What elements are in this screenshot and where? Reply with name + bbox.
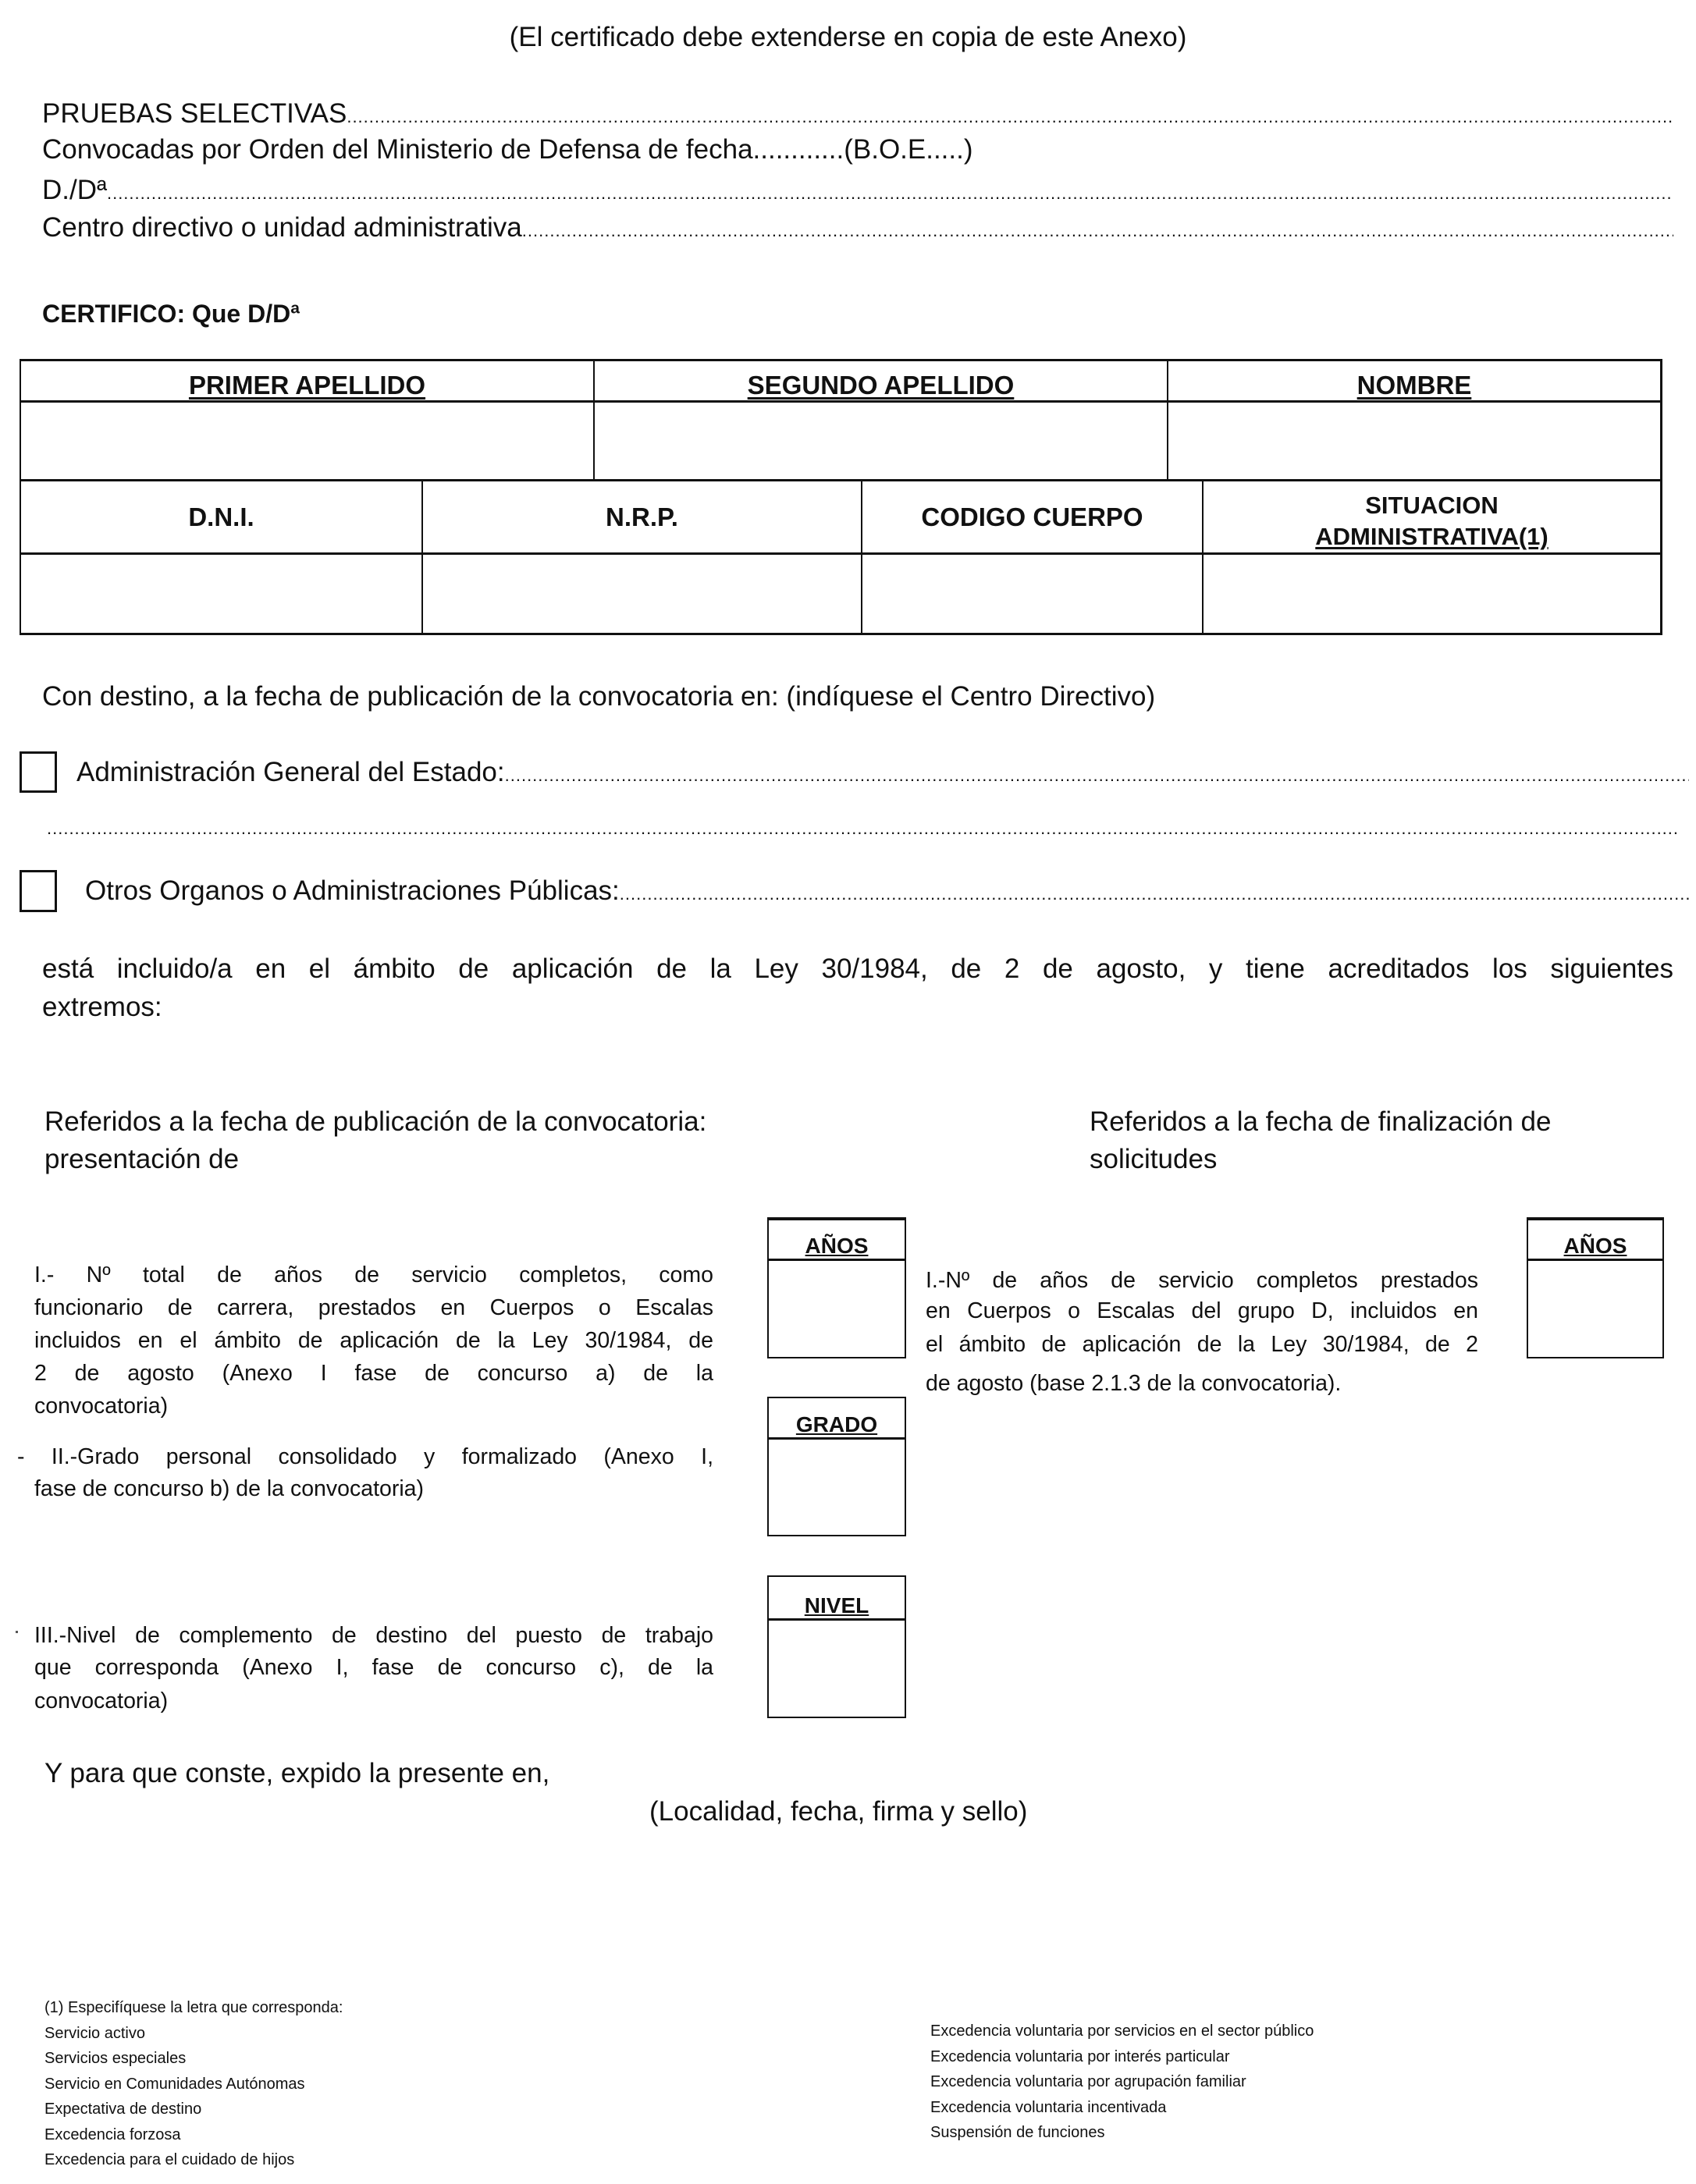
- box-label-text: NIVEL: [804, 1593, 869, 1618]
- grado-box[interactable]: [767, 1397, 906, 1536]
- footnote-line: Excedencia voluntaria por agrupación familiar: [930, 2073, 1246, 2090]
- footnote-right: [930, 2019, 1314, 2146]
- footnote-line: Servicio en Comunidades Autónomas: [44, 2075, 305, 2093]
- header-segundo-apellido: [595, 361, 1167, 400]
- anos-grupo-d-box-label: [1528, 1220, 1662, 1261]
- anos-box-label: [769, 1220, 905, 1261]
- administracion-general-continuation[interactable]: [47, 810, 1678, 844]
- item-line: III.-Nivel de complemento de destino del puesto de trabajo: [34, 1623, 713, 1648]
- pruebas-selectivas-field[interactable]: [42, 98, 1673, 133]
- header-nrp: [423, 481, 861, 552]
- convocadas-label: Convocadas por Orden del Ministerio de Defensa de fecha............(B.O.E.....): [42, 134, 973, 165]
- item-line: en Cuerpos o Escalas del grupo D, incluidos en: [926, 1298, 1478, 1323]
- item-line: que corresponda (Anexo I, fase de concurso c), de la: [34, 1655, 713, 1680]
- dotted-fill: [522, 212, 1673, 247]
- header-label: D.N.I.: [188, 502, 254, 531]
- anos-grupo-d-box-value[interactable]: [1528, 1261, 1662, 1357]
- right-heading-line-2: solicitudes: [1090, 1144, 1218, 1174]
- pruebas-selectivas-label: PRUEBAS SELECTIVAS: [42, 98, 347, 129]
- item-line: incluidos en el ámbito de aplicación de la Ley 30/1984, de: [34, 1328, 713, 1353]
- footnote-line: Suspensión de funciones: [930, 2124, 1105, 2141]
- certificate-note: (El certificado debe extenderse en copia de este Anexo): [509, 22, 1187, 52]
- footnote-line: Excedencia voluntaria por interés particular: [930, 2047, 1230, 2065]
- nombre-cell[interactable]: [1168, 403, 1660, 479]
- centro-directivo-label: Centro directivo o unidad administrativa: [42, 212, 522, 243]
- closing-line: Y para que conste, expido la presente en,: [44, 1758, 550, 1788]
- otros-organos-label: Otros Organos o Administraciones Públicas:: [85, 875, 620, 906]
- header-label: PRIMER APELLIDO: [188, 371, 426, 400]
- header-label: SEGUNDO APELLIDO: [747, 371, 1015, 400]
- convocadas-field[interactable]: [42, 134, 1673, 165]
- header-primer-apellido: [21, 361, 593, 400]
- item-line: el ámbito de aplicación de la Ley 30/1984, de 2: [926, 1332, 1478, 1357]
- left-heading-line-2: presentación de: [44, 1144, 240, 1174]
- dotted-fill: [47, 810, 1678, 844]
- nivel-box-label: [769, 1577, 905, 1621]
- box-label-text: GRADO: [795, 1412, 878, 1436]
- centro-directivo-field[interactable]: [42, 212, 1673, 247]
- situacion-administrativa-cell[interactable]: [1204, 555, 1660, 633]
- ambito-line-1: está incluido/a en el ámbito de aplicación de la Ley 30/1984, de 2 de agosto, y tiene acreditados los siguientes: [42, 954, 1673, 984]
- primer-apellido-cell[interactable]: [21, 403, 593, 479]
- header-label: NOMBRE: [1356, 371, 1472, 400]
- header-codigo-cuerpo: [862, 481, 1202, 552]
- table-border-bottom: [20, 633, 1662, 635]
- header-dni: [21, 481, 421, 552]
- segundo-apellido-cell[interactable]: [595, 403, 1167, 479]
- anos-grupo-d-box[interactable]: [1527, 1217, 1664, 1358]
- dd-label: D./Dª: [42, 175, 107, 205]
- item-line: convocatoria): [34, 1394, 169, 1419]
- footnote-line: Excedencia forzosa: [44, 2125, 181, 2143]
- dotted-fill: [620, 875, 1689, 910]
- item-line: funcionario de carrera, prestados en Cuerpos o Escalas: [34, 1295, 713, 1320]
- anos-box-value[interactable]: [769, 1261, 905, 1357]
- dni-cell[interactable]: [21, 555, 421, 633]
- box-label-text: AÑOS: [1563, 1234, 1627, 1258]
- item-line: convocatoria): [34, 1689, 169, 1713]
- footnote-line: Excedencia voluntaria incentivada: [930, 2098, 1167, 2116]
- codigo-cuerpo-cell[interactable]: [862, 555, 1202, 633]
- nivel-box-value[interactable]: [769, 1621, 905, 1717]
- footnote-line: Servicio activo: [44, 2024, 145, 2042]
- footnote-line: Excedencia para el cuidado de hijos: [44, 2151, 295, 2168]
- item-line: I.-Nº de años de servicio completos prestados: [926, 1268, 1478, 1293]
- left-heading-line-1: Referidos a la fecha de publicación de la convocatoria:: [44, 1106, 707, 1137]
- nombre-dd-field[interactable]: [42, 175, 1673, 209]
- ambito-line-2: extremos:: [42, 992, 162, 1022]
- checkbox-otros-organos[interactable]: [20, 870, 57, 912]
- item-line: fase de concurso b) de la convocatoria): [34, 1476, 425, 1501]
- otros-organos-field[interactable]: [85, 875, 1689, 910]
- footnote-line: (1) Especifíquese la letra que corresponda:: [44, 1999, 343, 2016]
- destino-intro: Con destino, a la fecha de publicación de la convocatoria en: (indíquese el Centro Directivo): [42, 681, 1156, 712]
- anos-box[interactable]: [767, 1217, 906, 1358]
- header-situacion-administrativa: [1204, 481, 1660, 552]
- item-line: - II.-Grado personal consolidado y formalizado (Anexo I,: [17, 1444, 713, 1469]
- grado-box-label: [769, 1398, 905, 1440]
- dotted-fill: [505, 757, 1689, 791]
- grado-box-value[interactable]: [769, 1440, 905, 1535]
- footnote-line: Servicios especiales: [44, 2050, 187, 2067]
- bullet-dot: [16, 1631, 18, 1633]
- certifico-heading: CERTIFICO: Que D/Dª: [42, 300, 300, 328]
- nrp-cell[interactable]: [423, 555, 861, 633]
- footnote-left: [44, 1995, 343, 2173]
- item-line: de agosto (base 2.1.3 de la convocatoria).: [926, 1371, 1342, 1396]
- item-line: 2 de agosto (Anexo I fase de concurso a) de la: [34, 1361, 713, 1386]
- nivel-box[interactable]: [767, 1575, 906, 1718]
- checkbox-administracion-general[interactable]: [20, 751, 57, 793]
- header-label: CODIGO CUERPO: [921, 502, 1143, 531]
- administracion-general-label: Administración General del Estado:: [76, 757, 505, 787]
- dotted-fill: [107, 175, 1673, 209]
- header-label-line2: ADMINISTRATIVA(1): [1315, 523, 1548, 550]
- box-label-text: AÑOS: [805, 1234, 869, 1258]
- administracion-general-field[interactable]: [76, 757, 1689, 791]
- item-line: I.- Nº total de años de servicio completos, como: [34, 1262, 713, 1287]
- header-nombre: [1168, 361, 1660, 400]
- signature-instruction: (Localidad, fecha, firma y sello): [649, 1796, 1028, 1827]
- footnote-line: Excedencia voluntaria por servicios en el sector público: [930, 2022, 1314, 2040]
- dotted-fill: [347, 98, 1673, 133]
- header-label: N.R.P.: [606, 502, 678, 531]
- header-label-line1: SITUACION: [1365, 492, 1499, 519]
- footnote-line: Expectativa de destino: [44, 2101, 202, 2118]
- right-heading-line-1: Referidos a la fecha de finalización de: [1090, 1106, 1552, 1137]
